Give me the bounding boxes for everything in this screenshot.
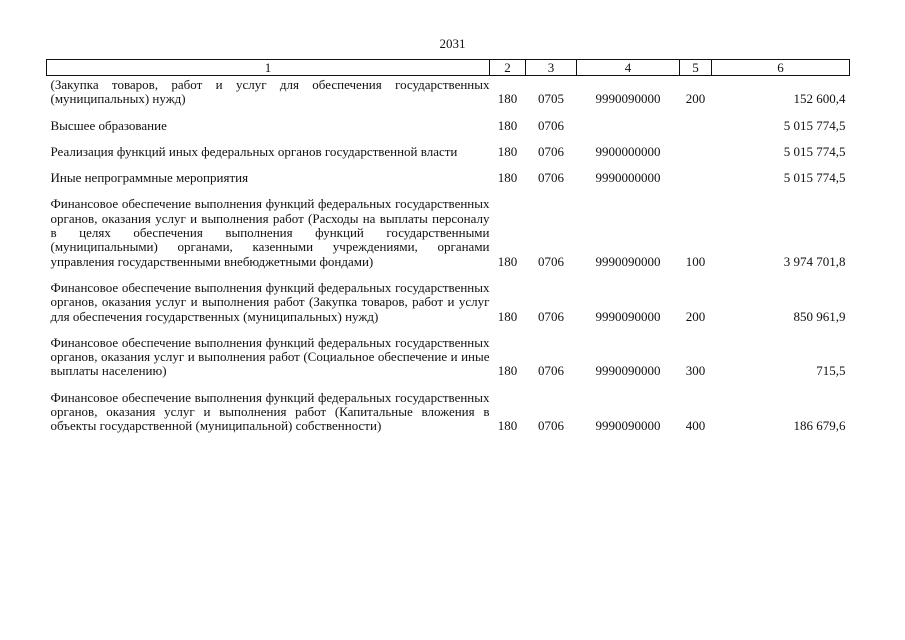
row-ministry-code: 180 — [497, 418, 518, 434]
row-target-code — [577, 107, 680, 133]
row-name: Финансовое обеспечение выполнения функций федеральных государственных органов, оказания услуг и выполнения работ (Капитальные вложения в объекты государственной (муниципальной) собственности) — [50, 389, 490, 434]
row-amount: 5 015 774,5 — [783, 143, 846, 159]
row-section-code: 0706 — [538, 418, 564, 434]
row-ministry-code: 180 — [497, 91, 518, 107]
row-name: Высшее образование — [50, 117, 167, 133]
row-ministry-code: 180 — [497, 117, 518, 133]
row-amount: 5 015 774,5 — [783, 117, 846, 133]
column-header-5: 5 — [680, 60, 712, 76]
page-number: 2031 — [439, 36, 466, 51]
row-section-code: 0705 — [538, 91, 564, 107]
row-target-code: 9990090000 — [595, 418, 661, 434]
table-body — [47, 76, 850, 434]
row-section-code: 0706 — [538, 170, 564, 186]
row-section-code: 0706 — [538, 117, 564, 133]
row-target-code: 9990090000 — [595, 91, 661, 107]
column-header-3: 3 — [526, 60, 577, 76]
table-row — [47, 76, 850, 107]
row-target-code: 9990090000 — [595, 308, 661, 324]
table-header — [47, 60, 850, 76]
table-row — [47, 269, 850, 324]
row-name: Финансовое обеспечение выполнения функций федеральных государственных органов, оказания услуг и выполнения работ (Социальное обеспечение и иные выплаты населению) — [50, 334, 490, 379]
row-section-code: 0706 — [538, 308, 564, 324]
row-expense-type: 400 — [685, 418, 706, 434]
budget-table — [46, 59, 850, 434]
row-target-code: 9990090000 — [595, 363, 661, 379]
row-name: Финансовое обеспечение выполнения функций федеральных государственных органов, оказания услуг и выполнения работ (Закупка товаров, работ и услуг для обеспечения государственных (муниципальных) нужд) — [50, 279, 490, 324]
column-header-2: 2 — [490, 60, 526, 76]
table-row — [47, 107, 850, 133]
table-row — [47, 159, 850, 185]
row-expense-type — [680, 107, 712, 133]
row-section-code: 0706 — [538, 363, 564, 379]
row-expense-type: 200 — [685, 308, 706, 324]
column-header-6: 6 — [712, 60, 850, 76]
row-ministry-code: 180 — [497, 363, 518, 379]
row-target-code: 9900000000 — [595, 143, 661, 159]
row-name: (Закупка товаров, работ и услуг для обеспечения государственных (муниципальных) нужд) — [50, 77, 490, 107]
row-section-code: 0706 — [538, 253, 564, 269]
row-amount: 715,5 — [816, 363, 846, 379]
table-row — [47, 379, 850, 434]
row-amount: 152 600,4 — [793, 91, 846, 107]
row-target-code: 9990000000 — [595, 170, 661, 186]
row-amount: 5 015 774,5 — [783, 170, 846, 186]
row-name: Финансовое обеспечение выполнения функций федеральных государственных органов, оказания услуг и выполнения работ (Расходы на выплаты персоналу в целях обеспечения выполнения функций государственными (муниципальными) органами, казенными учреждениями, органами управления государственными внебюджетными фондами) — [50, 196, 490, 269]
row-expense-type — [680, 159, 712, 185]
row-ministry-code: 180 — [497, 308, 518, 324]
row-expense-type — [680, 133, 712, 159]
column-header-4: 4 — [577, 60, 680, 76]
row-expense-type: 100 — [685, 253, 706, 269]
row-ministry-code: 180 — [497, 170, 518, 186]
row-amount: 850 961,9 — [793, 308, 846, 324]
row-target-code: 9990090000 — [595, 253, 661, 269]
table-row — [47, 133, 850, 159]
row-name: Иные непрограммные мероприятия — [50, 170, 249, 186]
header-row — [47, 60, 850, 76]
row-amount: 3 974 701,8 — [783, 253, 846, 269]
row-ministry-code: 180 — [497, 253, 518, 269]
table-row — [47, 185, 850, 268]
row-expense-type: 200 — [685, 91, 706, 107]
row-section-code: 0706 — [538, 143, 564, 159]
row-amount: 186 679,6 — [793, 418, 846, 434]
row-ministry-code: 180 — [497, 143, 518, 159]
column-header-1: 1 — [47, 60, 490, 76]
row-expense-type: 300 — [685, 363, 706, 379]
table-row — [47, 324, 850, 379]
row-name: Реализация функций иных федеральных органов государственной власти — [50, 143, 458, 159]
